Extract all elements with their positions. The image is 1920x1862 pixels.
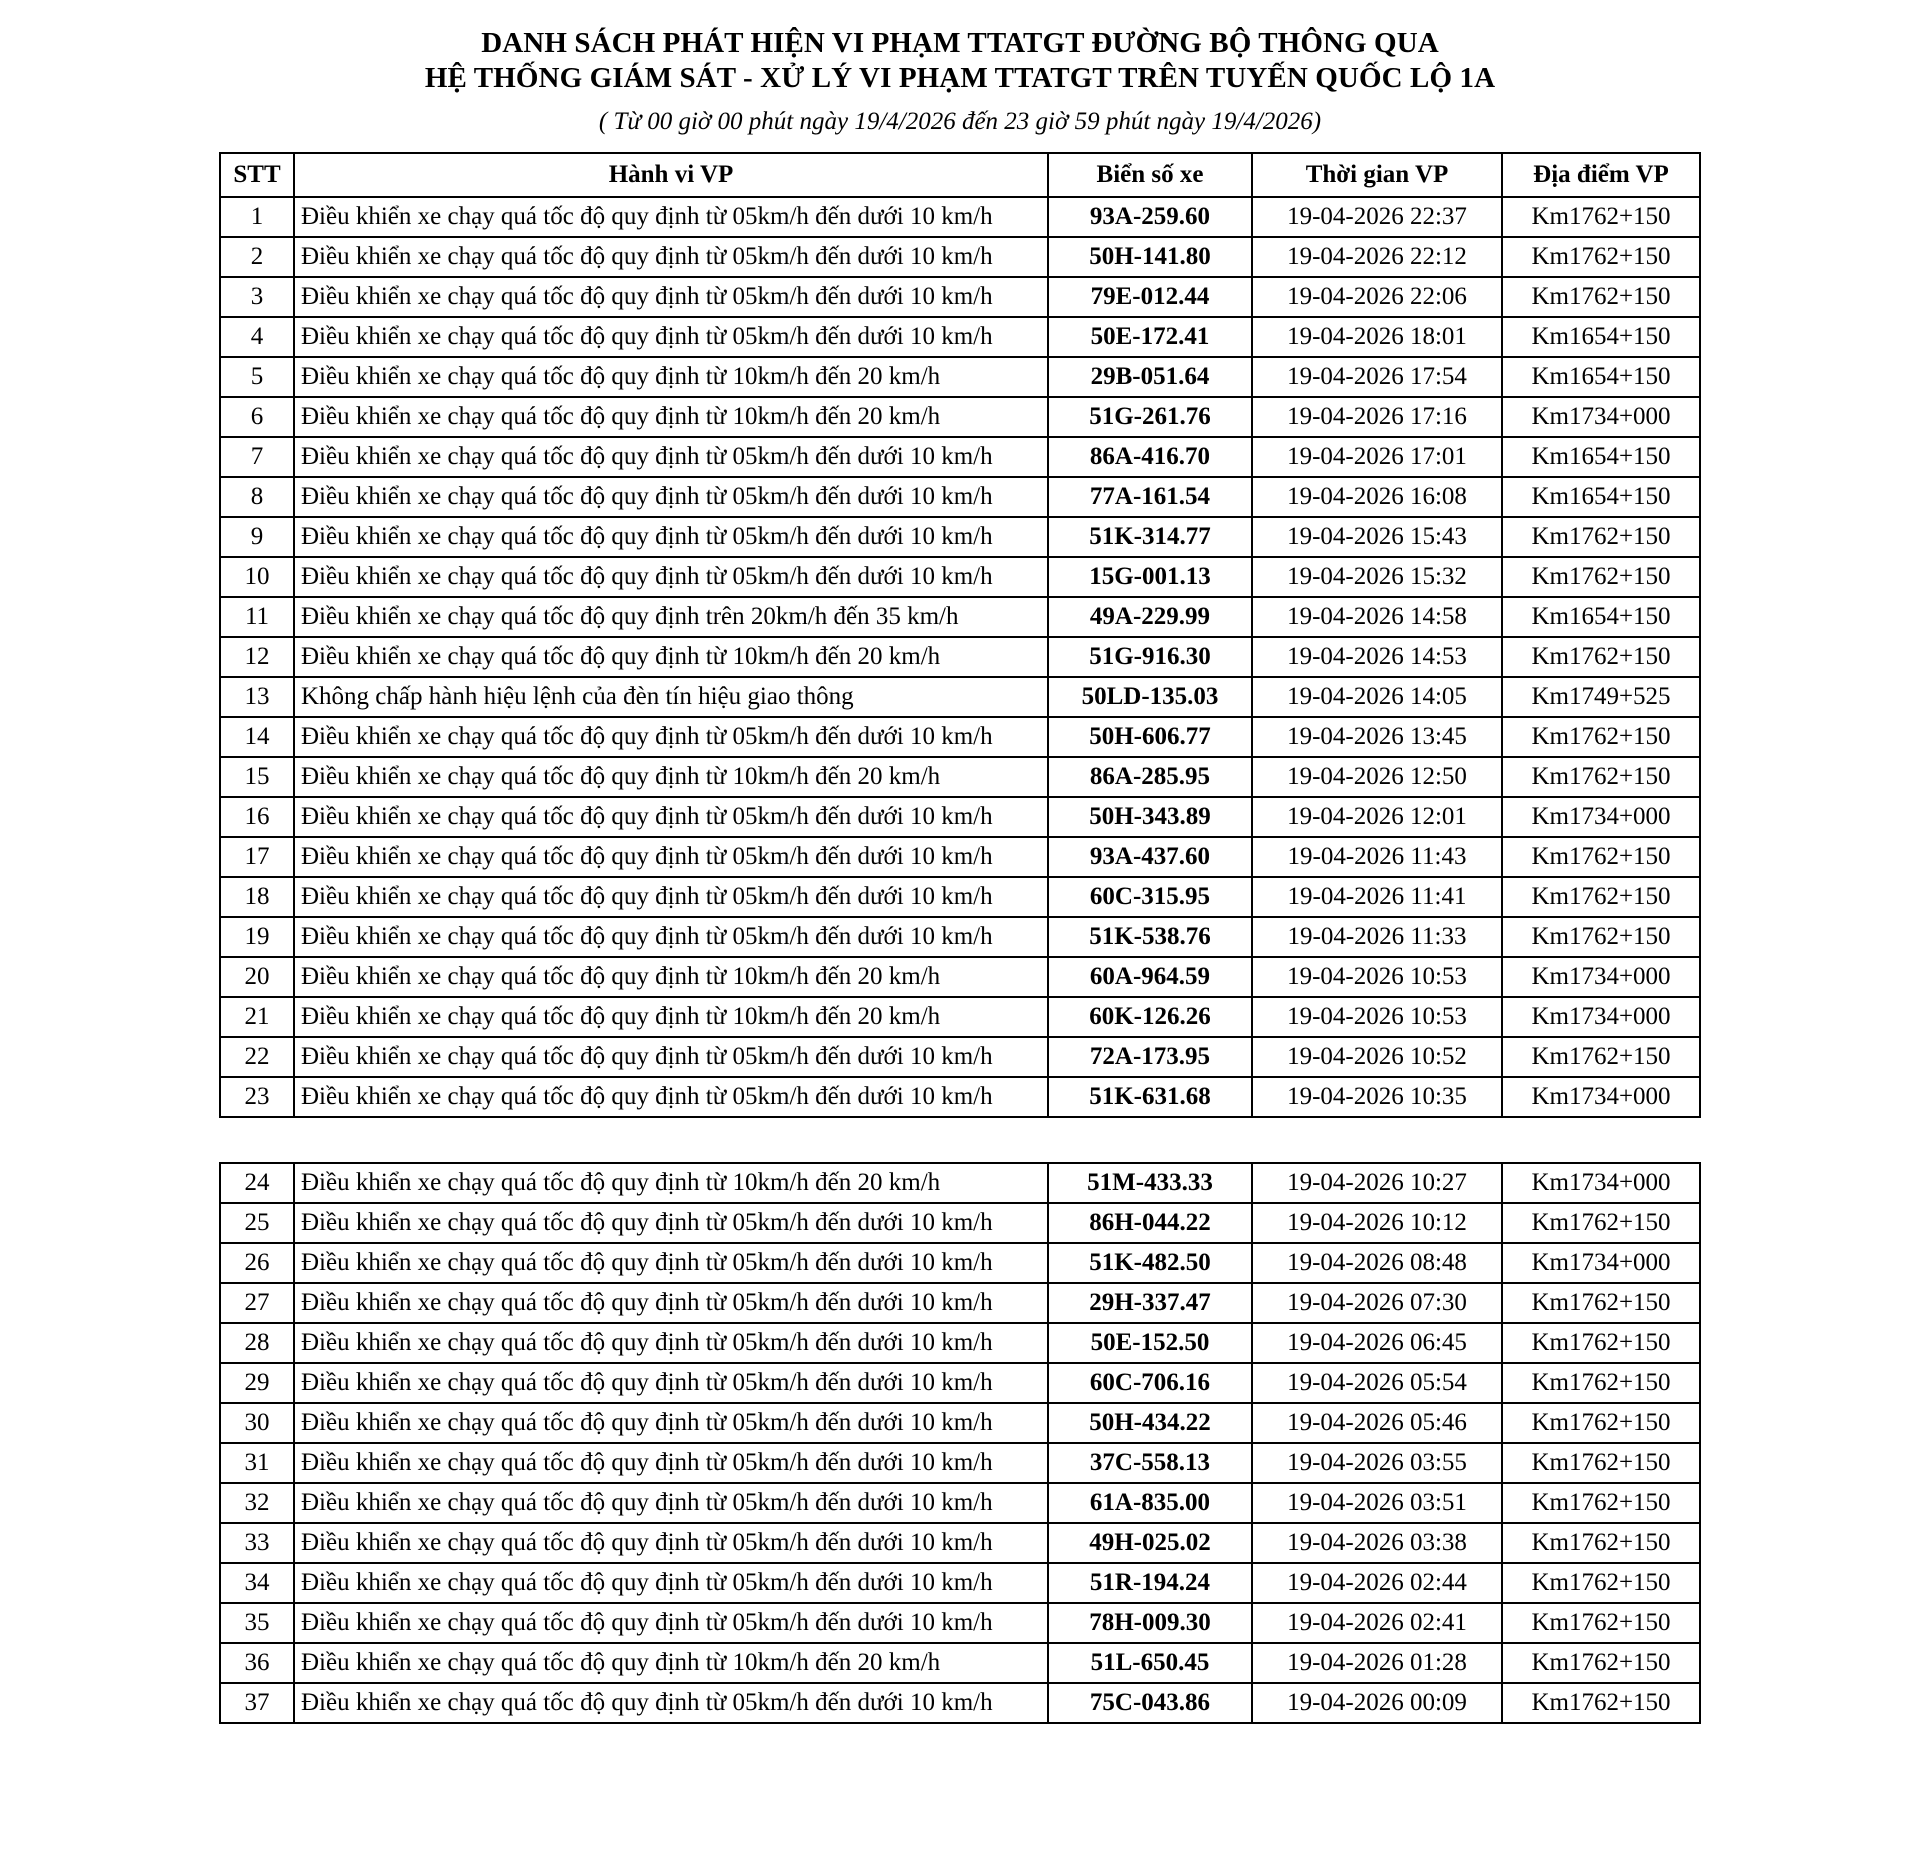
cell-stt: 2: [220, 237, 294, 277]
cell-violation-time: 19-04-2026 05:46: [1252, 1403, 1502, 1443]
cell-stt: 6: [220, 397, 294, 437]
cell-violation-time: 19-04-2026 00:09: [1252, 1683, 1502, 1723]
cell-violation-location: Km1654+150: [1502, 477, 1700, 517]
cell-violation-time: 19-04-2026 10:52: [1252, 1037, 1502, 1077]
cell-violation-time: 19-04-2026 02:41: [1252, 1603, 1502, 1643]
cell-violation-description: Điều khiển xe chạy quá tốc độ quy định từ 05km/h đến dưới 10 km/h: [294, 517, 1048, 557]
cell-violation-description: Điều khiển xe chạy quá tốc độ quy định từ 05km/h đến dưới 10 km/h: [294, 1037, 1048, 1077]
table-row: [220, 1603, 1700, 1643]
cell-stt: 32: [220, 1483, 294, 1523]
table-row: [220, 997, 1700, 1037]
cell-violation-location: Km1762+150: [1502, 757, 1700, 797]
table-row: [220, 677, 1700, 717]
cell-stt: 26: [220, 1243, 294, 1283]
cell-license-plate: 15G-001.13: [1048, 557, 1252, 597]
cell-violation-time: 19-04-2026 18:01: [1252, 317, 1502, 357]
cell-violation-description: Điều khiển xe chạy quá tốc độ quy định từ 10km/h đến 20 km/h: [294, 637, 1048, 677]
table-row: [220, 397, 1700, 437]
cell-stt: 29: [220, 1363, 294, 1403]
cell-violation-description: Điều khiển xe chạy quá tốc độ quy định từ 05km/h đến dưới 10 km/h: [294, 1563, 1048, 1603]
document-title-line-1: DANH SÁCH PHÁT HIỆN VI PHẠM TTATGT ĐƯỜNG BỘ THÔNG QUA: [481, 27, 1439, 59]
table-row: [220, 1037, 1700, 1077]
cell-license-plate: 75C-043.86: [1048, 1683, 1252, 1723]
cell-license-plate: 93A-259.60: [1048, 197, 1252, 237]
cell-license-plate: 60C-315.95: [1048, 877, 1252, 917]
cell-violation-location: Km1762+150: [1502, 1037, 1700, 1077]
table-body-block-2: [220, 1163, 1700, 1723]
cell-violation-time: 19-04-2026 12:01: [1252, 797, 1502, 837]
cell-violation-location: Km1762+150: [1502, 1483, 1700, 1523]
cell-license-plate: 51K-314.77: [1048, 517, 1252, 557]
cell-violation-time: 19-04-2026 22:12: [1252, 237, 1502, 277]
cell-violation-time: 19-04-2026 11:33: [1252, 917, 1502, 957]
cell-violation-description: Điều khiển xe chạy quá tốc độ quy định từ 05km/h đến dưới 10 km/h: [294, 1483, 1048, 1523]
cell-license-plate: 50H-343.89: [1048, 797, 1252, 837]
table-row: [220, 1523, 1700, 1563]
table-body-block-1: [220, 197, 1700, 1117]
table-row: [220, 1243, 1700, 1283]
cell-license-plate: 51K-482.50: [1048, 1243, 1252, 1283]
cell-stt: 34: [220, 1563, 294, 1603]
cell-violation-location: Km1762+150: [1502, 557, 1700, 597]
cell-violation-location: Km1762+150: [1502, 1363, 1700, 1403]
cell-stt: 18: [220, 877, 294, 917]
cell-violation-location: Km1749+525: [1502, 677, 1700, 717]
table-row: [220, 277, 1700, 317]
cell-violation-location: Km1762+150: [1502, 1563, 1700, 1603]
cell-license-plate: 51K-631.68: [1048, 1077, 1252, 1117]
cell-violation-description: Điều khiển xe chạy quá tốc độ quy định từ 05km/h đến dưới 10 km/h: [294, 557, 1048, 597]
cell-stt: 17: [220, 837, 294, 877]
cell-violation-description: Điều khiển xe chạy quá tốc độ quy định từ 10km/h đến 20 km/h: [294, 1643, 1048, 1683]
cell-violation-description: Điều khiển xe chạy quá tốc độ quy định từ 10km/h đến 20 km/h: [294, 357, 1048, 397]
cell-license-plate: 50H-141.80: [1048, 237, 1252, 277]
table-row: [220, 1283, 1700, 1323]
cell-violation-description: Điều khiển xe chạy quá tốc độ quy định trên 20km/h đến 35 km/h: [294, 597, 1048, 637]
column-header-bien-so-xe: Biển số xe: [1048, 153, 1252, 197]
cell-stt: 24: [220, 1163, 294, 1203]
cell-violation-time: 19-04-2026 10:53: [1252, 997, 1502, 1037]
cell-license-plate: 86A-285.95: [1048, 757, 1252, 797]
table-block-separator: [40, 1118, 1880, 1162]
cell-violation-description: Điều khiển xe chạy quá tốc độ quy định từ 05km/h đến dưới 10 km/h: [294, 717, 1048, 757]
cell-violation-location: Km1734+000: [1502, 397, 1700, 437]
cell-violation-description: Điều khiển xe chạy quá tốc độ quy định từ 05km/h đến dưới 10 km/h: [294, 837, 1048, 877]
cell-stt: 36: [220, 1643, 294, 1683]
table-row: [220, 1443, 1700, 1483]
table-row: [220, 717, 1700, 757]
cell-stt: 11: [220, 597, 294, 637]
cell-violation-description: Điều khiển xe chạy quá tốc độ quy định từ 05km/h đến dưới 10 km/h: [294, 1603, 1048, 1643]
cell-violation-description: Điều khiển xe chạy quá tốc độ quy định từ 05km/h đến dưới 10 km/h: [294, 1403, 1048, 1443]
cell-stt: 37: [220, 1683, 294, 1723]
table-row: [220, 1077, 1700, 1117]
cell-license-plate: 77A-161.54: [1048, 477, 1252, 517]
column-header-thoi-gian-vp: Thời gian VP: [1252, 153, 1502, 197]
table-row: [220, 477, 1700, 517]
table-row: [220, 1683, 1700, 1723]
cell-violation-location: Km1762+150: [1502, 877, 1700, 917]
cell-license-plate: 60K-126.26: [1048, 997, 1252, 1037]
cell-violation-location: Km1762+150: [1502, 1523, 1700, 1563]
cell-violation-location: Km1762+150: [1502, 837, 1700, 877]
cell-violation-location: Km1734+000: [1502, 1077, 1700, 1117]
cell-license-plate: 50LD-135.03: [1048, 677, 1252, 717]
cell-license-plate: 50E-152.50: [1048, 1323, 1252, 1363]
cell-license-plate: 86H-044.22: [1048, 1203, 1252, 1243]
cell-violation-time: 19-04-2026 15:32: [1252, 557, 1502, 597]
document-date-range-subtitle: ( Từ 00 giờ 00 phút ngày 19/4/2026 đến 23 giờ 59 phút ngày 19/4/2026): [598, 107, 1322, 135]
cell-violation-description: Điều khiển xe chạy quá tốc độ quy định từ 05km/h đến dưới 10 km/h: [294, 1683, 1048, 1723]
table-row: [220, 237, 1700, 277]
table-header-row: [220, 153, 1700, 197]
cell-violation-time: 19-04-2026 13:45: [1252, 717, 1502, 757]
cell-stt: 20: [220, 957, 294, 997]
cell-violation-description: Không chấp hành hiệu lệnh của đèn tín hiệu giao thông: [294, 677, 1048, 717]
table-row: [220, 317, 1700, 357]
cell-license-plate: 50E-172.41: [1048, 317, 1252, 357]
table-row: [220, 1483, 1700, 1523]
table-row: [220, 837, 1700, 877]
cell-violation-location: Km1762+150: [1502, 277, 1700, 317]
cell-stt: 7: [220, 437, 294, 477]
cell-violation-location: Km1762+150: [1502, 1203, 1700, 1243]
cell-stt: 1: [220, 197, 294, 237]
cell-stt: 4: [220, 317, 294, 357]
cell-stt: 13: [220, 677, 294, 717]
cell-violation-location: Km1734+000: [1502, 1163, 1700, 1203]
cell-violation-time: 19-04-2026 03:55: [1252, 1443, 1502, 1483]
cell-stt: 35: [220, 1603, 294, 1643]
cell-violation-description: Điều khiển xe chạy quá tốc độ quy định từ 05km/h đến dưới 10 km/h: [294, 477, 1048, 517]
cell-license-plate: 86A-416.70: [1048, 437, 1252, 477]
cell-violation-time: 19-04-2026 22:37: [1252, 197, 1502, 237]
cell-stt: 16: [220, 797, 294, 837]
cell-violation-time: 19-04-2026 03:51: [1252, 1483, 1502, 1523]
cell-violation-time: 19-04-2026 10:27: [1252, 1163, 1502, 1203]
cell-violation-location: Km1654+150: [1502, 357, 1700, 397]
cell-violation-location: Km1654+150: [1502, 437, 1700, 477]
table-row: [220, 437, 1700, 477]
document-header: [220, 26, 1700, 138]
table-row: [220, 1403, 1700, 1443]
cell-license-plate: 51G-261.76: [1048, 397, 1252, 437]
cell-violation-description: Điều khiển xe chạy quá tốc độ quy định từ 05km/h đến dưới 10 km/h: [294, 1363, 1048, 1403]
cell-violation-time: 19-04-2026 01:28: [1252, 1643, 1502, 1683]
cell-license-plate: 50H-606.77: [1048, 717, 1252, 757]
column-header-stt: STT: [220, 153, 294, 197]
cell-violation-time: 19-04-2026 10:53: [1252, 957, 1502, 997]
table-row: [220, 357, 1700, 397]
table-row: [220, 957, 1700, 997]
cell-stt: 10: [220, 557, 294, 597]
cell-violation-location: Km1734+000: [1502, 1243, 1700, 1283]
cell-violation-description: Điều khiển xe chạy quá tốc độ quy định từ 05km/h đến dưới 10 km/h: [294, 797, 1048, 837]
table-row: [220, 1163, 1700, 1203]
cell-violation-time: 19-04-2026 14:05: [1252, 677, 1502, 717]
cell-stt: 33: [220, 1523, 294, 1563]
cell-stt: 21: [220, 997, 294, 1037]
cell-license-plate: 79E-012.44: [1048, 277, 1252, 317]
cell-stt: 8: [220, 477, 294, 517]
violation-table-block-1: [219, 152, 1701, 1118]
cell-violation-location: Km1762+150: [1502, 517, 1700, 557]
table-row: [220, 1563, 1700, 1603]
cell-license-plate: 29H-337.47: [1048, 1283, 1252, 1323]
cell-violation-time: 19-04-2026 17:01: [1252, 437, 1502, 477]
cell-violation-description: Điều khiển xe chạy quá tốc độ quy định từ 05km/h đến dưới 10 km/h: [294, 1323, 1048, 1363]
cell-violation-time: 19-04-2026 05:54: [1252, 1363, 1502, 1403]
cell-license-plate: 29B-051.64: [1048, 357, 1252, 397]
cell-violation-location: Km1762+150: [1502, 1683, 1700, 1723]
cell-stt: 19: [220, 917, 294, 957]
cell-violation-description: Điều khiển xe chạy quá tốc độ quy định từ 10km/h đến 20 km/h: [294, 997, 1048, 1037]
cell-license-plate: 78H-009.30: [1048, 1603, 1252, 1643]
cell-license-plate: 51R-194.24: [1048, 1563, 1252, 1603]
document-title-line-2: HỆ THỐNG GIÁM SÁT - XỬ LÝ VI PHẠM TTATGT TRÊN TUYẾN QUỐC LỘ 1A: [424, 62, 1496, 95]
cell-violation-description: Điều khiển xe chạy quá tốc độ quy định từ 10km/h đến 20 km/h: [294, 957, 1048, 997]
cell-stt: 14: [220, 717, 294, 757]
cell-violation-time: 19-04-2026 10:12: [1252, 1203, 1502, 1243]
cell-license-plate: 51L-650.45: [1048, 1643, 1252, 1683]
cell-violation-location: Km1762+150: [1502, 717, 1700, 757]
cell-violation-location: Km1762+150: [1502, 1323, 1700, 1363]
cell-violation-location: Km1654+150: [1502, 317, 1700, 357]
cell-license-plate: 51G-916.30: [1048, 637, 1252, 677]
table-row: [220, 557, 1700, 597]
cell-license-plate: 51K-538.76: [1048, 917, 1252, 957]
cell-violation-location: Km1762+150: [1502, 197, 1700, 237]
cell-violation-location: Km1762+150: [1502, 1403, 1700, 1443]
cell-license-plate: 50H-434.22: [1048, 1403, 1252, 1443]
table-row: [220, 877, 1700, 917]
cell-license-plate: 60C-706.16: [1048, 1363, 1252, 1403]
cell-stt: 15: [220, 757, 294, 797]
cell-license-plate: 49A-229.99: [1048, 597, 1252, 637]
cell-violation-time: 19-04-2026 17:54: [1252, 357, 1502, 397]
cell-stt: 22: [220, 1037, 294, 1077]
cell-violation-description: Điều khiển xe chạy quá tốc độ quy định từ 05km/h đến dưới 10 km/h: [294, 877, 1048, 917]
cell-stt: 30: [220, 1403, 294, 1443]
cell-violation-time: 19-04-2026 02:44: [1252, 1563, 1502, 1603]
column-header-dia-diem-vp: Địa điểm VP: [1502, 153, 1700, 197]
table-row: [220, 1363, 1700, 1403]
cell-stt: 5: [220, 357, 294, 397]
cell-violation-description: Điều khiển xe chạy quá tốc độ quy định từ 05km/h đến dưới 10 km/h: [294, 277, 1048, 317]
cell-license-plate: 51M-433.33: [1048, 1163, 1252, 1203]
cell-violation-location: Km1762+150: [1502, 917, 1700, 957]
table-row: [220, 917, 1700, 957]
cell-violation-description: Điều khiển xe chạy quá tốc độ quy định từ 10km/h đến 20 km/h: [294, 1163, 1048, 1203]
cell-license-plate: 37C-558.13: [1048, 1443, 1252, 1483]
column-header-hanh-vi-vp: Hành vi VP: [294, 153, 1048, 197]
cell-violation-time: 19-04-2026 14:53: [1252, 637, 1502, 677]
cell-stt: 12: [220, 637, 294, 677]
cell-violation-description: Điều khiển xe chạy quá tốc độ quy định từ 05km/h đến dưới 10 km/h: [294, 237, 1048, 277]
table-row: [220, 1203, 1700, 1243]
cell-violation-time: 19-04-2026 11:43: [1252, 837, 1502, 877]
cell-violation-description: Điều khiển xe chạy quá tốc độ quy định từ 05km/h đến dưới 10 km/h: [294, 1243, 1048, 1283]
cell-violation-description: Điều khiển xe chạy quá tốc độ quy định từ 05km/h đến dưới 10 km/h: [294, 1443, 1048, 1483]
cell-license-plate: 93A-437.60: [1048, 837, 1252, 877]
table-row: [220, 517, 1700, 557]
cell-stt: 31: [220, 1443, 294, 1483]
cell-stt: 9: [220, 517, 294, 557]
cell-license-plate: 60A-964.59: [1048, 957, 1252, 997]
cell-violation-time: 19-04-2026 22:06: [1252, 277, 1502, 317]
cell-violation-description: Điều khiển xe chạy quá tốc độ quy định từ 10km/h đến 20 km/h: [294, 397, 1048, 437]
cell-stt: 3: [220, 277, 294, 317]
cell-violation-location: Km1762+150: [1502, 1603, 1700, 1643]
cell-violation-time: 19-04-2026 17:16: [1252, 397, 1502, 437]
cell-violation-description: Điều khiển xe chạy quá tốc độ quy định từ 05km/h đến dưới 10 km/h: [294, 437, 1048, 477]
cell-violation-description: Điều khiển xe chạy quá tốc độ quy định từ 05km/h đến dưới 10 km/h: [294, 1283, 1048, 1323]
cell-violation-location: Km1762+150: [1502, 237, 1700, 277]
cell-violation-time: 19-04-2026 16:08: [1252, 477, 1502, 517]
cell-stt: 27: [220, 1283, 294, 1323]
cell-violation-location: Km1762+150: [1502, 1643, 1700, 1683]
table-row: [220, 757, 1700, 797]
cell-violation-description: Điều khiển xe chạy quá tốc độ quy định từ 05km/h đến dưới 10 km/h: [294, 197, 1048, 237]
cell-violation-location: Km1734+000: [1502, 997, 1700, 1037]
cell-violation-time: 19-04-2026 03:38: [1252, 1523, 1502, 1563]
cell-violation-location: Km1762+150: [1502, 1443, 1700, 1483]
cell-violation-description: Điều khiển xe chạy quá tốc độ quy định từ 05km/h đến dưới 10 km/h: [294, 1077, 1048, 1117]
cell-stt: 28: [220, 1323, 294, 1363]
cell-violation-location: Km1762+150: [1502, 1283, 1700, 1323]
cell-violation-description: Điều khiển xe chạy quá tốc độ quy định từ 05km/h đến dưới 10 km/h: [294, 317, 1048, 357]
cell-violation-location: Km1734+000: [1502, 957, 1700, 997]
cell-violation-description: Điều khiển xe chạy quá tốc độ quy định từ 10km/h đến 20 km/h: [294, 757, 1048, 797]
cell-license-plate: 72A-173.95: [1048, 1037, 1252, 1077]
cell-violation-time: 19-04-2026 14:58: [1252, 597, 1502, 637]
cell-stt: 23: [220, 1077, 294, 1117]
table-row: [220, 1643, 1700, 1683]
table-row: [220, 197, 1700, 237]
cell-license-plate: 49H-025.02: [1048, 1523, 1252, 1563]
cell-violation-time: 19-04-2026 12:50: [1252, 757, 1502, 797]
violation-table-block-2: [219, 1162, 1701, 1724]
table-row: [220, 637, 1700, 677]
cell-violation-time: 19-04-2026 08:48: [1252, 1243, 1502, 1283]
cell-license-plate: 61A-835.00: [1048, 1483, 1252, 1523]
table-row: [220, 597, 1700, 637]
cell-violation-time: 19-04-2026 07:30: [1252, 1283, 1502, 1323]
cell-violation-location: Km1734+000: [1502, 797, 1700, 837]
cell-violation-location: Km1654+150: [1502, 597, 1700, 637]
cell-violation-time: 19-04-2026 06:45: [1252, 1323, 1502, 1363]
cell-violation-time: 19-04-2026 15:43: [1252, 517, 1502, 557]
cell-stt: 25: [220, 1203, 294, 1243]
cell-violation-time: 19-04-2026 11:41: [1252, 877, 1502, 917]
cell-violation-location: Km1762+150: [1502, 637, 1700, 677]
table-row: [220, 797, 1700, 837]
cell-violation-description: Điều khiển xe chạy quá tốc độ quy định từ 05km/h đến dưới 10 km/h: [294, 917, 1048, 957]
cell-violation-description: Điều khiển xe chạy quá tốc độ quy định từ 05km/h đến dưới 10 km/h: [294, 1523, 1048, 1563]
table-row: [220, 1323, 1700, 1363]
cell-violation-description: Điều khiển xe chạy quá tốc độ quy định từ 05km/h đến dưới 10 km/h: [294, 1203, 1048, 1243]
cell-violation-time: 19-04-2026 10:35: [1252, 1077, 1502, 1117]
